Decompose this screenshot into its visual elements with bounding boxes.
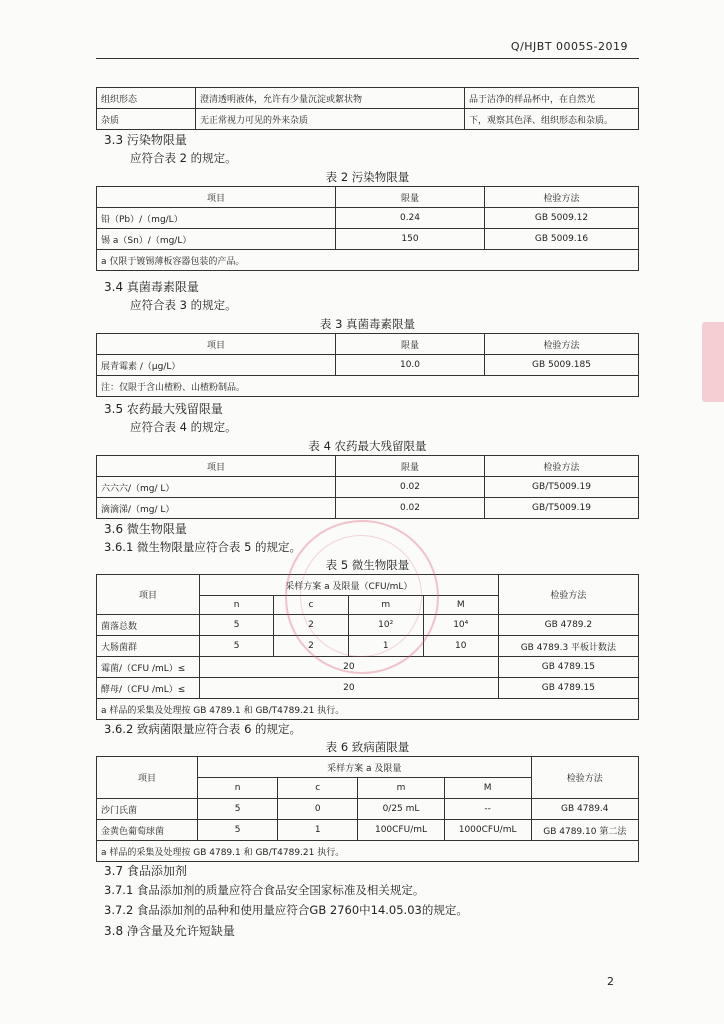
mycotoxin-table: 项目 限量 检验方法 展青霉素 /（μg/L） 10.0 GB 5009.185 注：仅限于含山楂粉、山楂粉制品。: [96, 333, 639, 397]
table-row: 展青霉素 /（μg/L） 10.0 GB 5009.185: [97, 355, 639, 376]
table-row: 滴滴涕/（mg/ L） 0.02 GB/T5009.19: [97, 498, 639, 519]
table-note: a 样品的采集及处理按 GB 4789.1 和 GB/T4789.21 执行。: [97, 841, 639, 862]
table-note: 注：仅限于含山楂粉、山楂粉制品。: [97, 376, 639, 397]
company-seal-inner: [300, 535, 422, 657]
table-caption: 表 6 致病菌限量: [325, 740, 410, 754]
table-row: 组织形态 澄清透明液体，允许有少量沉淀或絮状物 品于洁净的样品杯中，在自然光: [97, 88, 639, 109]
edge-stamp: [702, 322, 724, 402]
section-title: 3.5 农药最大残留限量: [104, 402, 223, 416]
section-title: 3.3 污染物限量: [104, 133, 187, 147]
table-row: 六六六/（mg/ L） 0.02 GB/T5009.19: [97, 477, 639, 498]
table-note: a 仅限于镀锡薄板容器包装的产品。: [97, 250, 639, 271]
table-caption: 表 5 微生物限量: [325, 558, 410, 572]
section-text: 3.6.2 致病菌限量应符合表 6 的规定。: [104, 722, 302, 736]
contaminant-table: 项目 限量 检验方法 铅（Pb）/（mg/L） 0.24 GB 5009.12 锡 a（Sn）/（mg/L） 150 GB 5009.16 a 仅限于镀锡薄板容器包装的产品。: [96, 186, 639, 271]
table-row: 大肠菌群 5 2 1 10 GB 4789.3 平板计数法: [97, 636, 639, 657]
sensory-table: [96, 87, 639, 130]
table-row: 铅（Pb）/（mg/L） 0.24 GB 5009.12: [97, 208, 639, 229]
section-text: 应符合表 3 的规定。: [130, 298, 237, 312]
pesticide-table: 项目 限量 检验方法 六六六/（mg/ L） 0.02 GB/T5009.19 滴滴涕/（mg/ L） 0.02 GB/T5009.19: [96, 455, 639, 519]
table-caption: 表 2 污染物限量: [325, 170, 410, 184]
section-title: 3.8 净含量及允许短缺量: [104, 924, 235, 938]
table-row: 酵母/（CFU /mL）≤ 20 GB 4789.15: [97, 678, 639, 699]
table-row: 菌落总数 5 2 10² 10⁴ GB 4789.2: [97, 615, 639, 636]
table-row: 沙门氏菌 5 0 0/25 mL -- GB 4789.4: [97, 799, 639, 820]
pathogen-table: 项目 采样方案 a 及限量 检验方法 n c m M 沙门氏菌 5 0 0/25 mL -- GB 4789.4 金黄色葡萄球菌 5 1 100CFU/mL 1000CFU/mL GB 4789.10 第二法 a 样品的采集及处理按 GB 4789.1 和 GB/T4789.21 执行。: [96, 756, 639, 862]
section-text: 3.7.1 食品添加剂的质量应符合食品安全国家标准及相关规定。: [104, 883, 425, 897]
microbe-table: 项目 采样方案 a 及限量（CFU/mL） 检验方法 n c m M 菌落总数 5 2 10² 10⁴ GB 4789.2 大肠菌群 5 2 1 10 GB 4789.3 平板计数法 霉菌/（CFU /mL）≤ 20 GB 4789.15 酵母/（CFU /mL）≤ 20 GB 4789.15 a 样品的采集及处理按 GB 4789.1 和 GB/T4789.21 执行。: [96, 574, 639, 720]
section-text: 应符合表 4 的规定。: [130, 420, 237, 434]
table-row: 锡 a（Sn）/（mg/L） 150 GB 5009.16: [97, 229, 639, 250]
table-caption: 表 3 真菌毒素限量: [319, 317, 416, 331]
section-text: 3.7.2 食品添加剂的品种和使用量应符合GB 2760中14.05.03的规定。: [104, 903, 468, 917]
section-title: 3.6 微生物限量: [104, 522, 187, 536]
table-caption: 表 4 农药最大残留限量: [308, 439, 427, 453]
section-text: 应符合表 2 的规定。: [130, 151, 237, 165]
section-title: 3.7 食品添加剂: [104, 864, 187, 878]
header-rule: [96, 58, 639, 59]
table-note: a 样品的采集及处理按 GB 4789.1 和 GB/T4789.21 执行。: [97, 699, 639, 720]
table-row: 杂质 无正常视力可见的外来杂质 下，观察其色泽、组织形态和杂质。: [97, 109, 639, 130]
section-title: 3.4 真菌毒素限量: [104, 280, 199, 294]
table-row: 霉菌/（CFU /mL）≤ 20 GB 4789.15: [97, 657, 639, 678]
page-number: 2: [607, 975, 614, 988]
table-row: 金黄色葡萄球菌 5 1 100CFU/mL 1000CFU/mL GB 4789.10 第二法: [97, 820, 639, 841]
section-text: 3.6.1 微生物限量应符合表 5 的规定。: [104, 540, 302, 554]
doc-code: Q/HJBT 0005S-2019: [510, 40, 628, 53]
